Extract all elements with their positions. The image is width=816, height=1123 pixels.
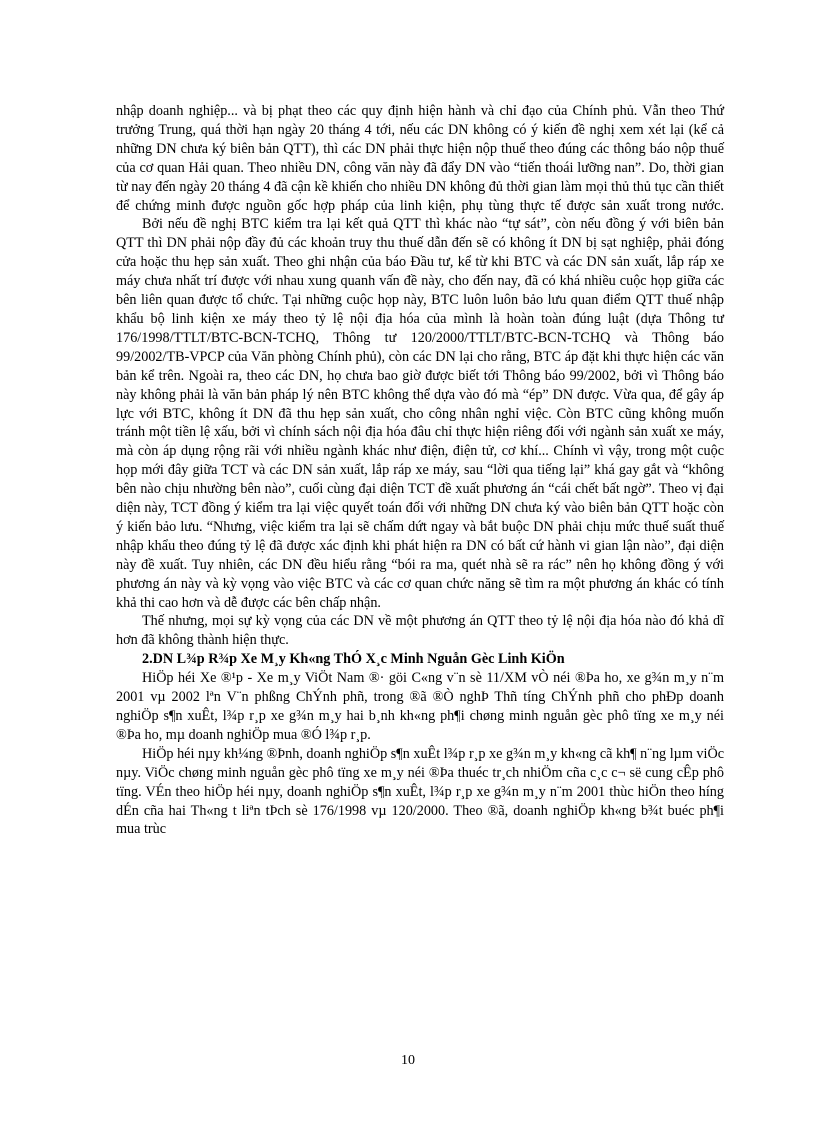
paragraph-conclusion: Thế nhưng, mọi sự kỳ vọng của các DN về một phương án QTT theo tỷ lệ nội địa hóa nào đó khả dĩ hơn đã không thành hiện thực. <box>116 613 724 649</box>
paragraph-intro: nhập doanh nghiệp... và bị phạt theo các quy định hiện hành và chỉ đạo của Chính phủ. Vẫn theo Thứ trưởng Trung, quá thời hạn ngày 20 tháng 4 tới, nếu các DN không có ý kiến đề nghị xem xét lại (kể cả những DN chưa ký biên bản QTT), thì các DN phải thực hiện nộp thuế theo đúng các thông báo nộp thuế của cơ quan Hải quan. Theo nhiều DN, công văn này đã đẩy DN vào “tiến thoái lưỡng nan”. Do, thời gian từ nay đến ngày 20 tháng 4 đã cận kề khiến cho nhiều DN không đủ thời gian làm mọi thủ thủ tục cần thiết để chứng minh được nguồn gốc hợp pháp của linh kiện, phụ tùng thực tế được sản xuất trong nước. <box>116 103 724 214</box>
section-heading: 2.DN L¾p R¾p Xe M¸y Kh«ng ThÓ X¸c Minh Nguån Gèc Linh KiÖn <box>142 651 565 668</box>
paragraph-btc-dispute: Bởi nếu đề nghị BTC kiểm tra lại kết quả QTT thì khác nào “tự sát”, còn nếu đồng ý với biên bản QTT thì DN phải nộp đầy đủ các khoản truy thu thuế dẫn đến sẽ có không ít DN bị sạt nghiệp, phải đóng cửa hoặc thu hẹp sản xuất. Theo ghi nhận của báo Đầu tư, kể từ khi BTC và các DN sản xuất, lắp ráp xe máy chưa nhất trí được với nhau xung quanh vấn đề này, cho đến nay, đã có khá nhiều cuộc họp giữa các bên liên quan được tổ chức. Tại những cuộc họp này, BTC luôn luôn bảo lưu quan điểm QTT thuế nhập khẩu bộ linh kiện xe máy theo tỷ lệ nội địa hóa của mình là hoàn toàn đúng luật (dựa Thông tư 176/1998/TTLT/BTC-BCN-TCHQ, Thông tư 120/2000/TTLT/BTC-BCN-TCHQ và Thông báo 99/2002/TB-VPCP của Văn phòng Chính phủ), còn các DN lại cho rằng, BTC áp đặt khi thực hiện các văn bản kể trên. Ngoài ra, theo các DN, họ chưa bao giờ được biết tới Thông báo 99/2002, bởi vì Thông báo này không phải là văn bản pháp lý nên BTC không thể dựa vào đó mà “ép” DN được. Vừa qua, để gây áp lực với BTC, không ít DN đã thu hẹp sản xuất, cho công nhân nghỉ việc. Còn BTC cũng không muốn tránh một tiền lệ xấu, bởi vì chính sách nội địa hóa đâu chỉ thực hiện riêng đối với ngành sản xuất xe máy, mà còn áp dụng rộng rãi với nhiều ngành khác như điện, điện tử, cơ khí... Chính vì vậy, trong một cuộc họp mới đây giữa TCT và các DN sản xuất, lắp ráp xe máy, sau “lời qua tiếng lại” khá gay gắt và “không bên nào chịu nhường bên nào”, cuối cùng đại diện TCT đề xuất phương án “cái chết bất ngờ”. Theo vị đại diện này, TCT đồng ý kiểm tra lại việc quyết toán đối với những DN chưa ký vào biên bản QTT hoặc còn ý kiến bảo lưu. “Nhưng, việc kiểm tra lại sẽ chấm dứt ngay và bắt buộc DN phải chịu mức thuế suất thuế nhập khẩu theo đúng tỷ lệ đã được xác định khi phát hiện ra DN có bất cứ hành vi gian lận nào”, đại diện này đề xuất. Tuy nhiên, các DN đều hiểu rằng “bói ra ma, quét nhà sẽ ra rác” nên họ không đồng ý với phương án này và kỳ vọng vào việc BTC và các cơ quan chức năng sẽ tìm ra một phương án khác có tính khả thi cao hơn và dễ được các bên chấp nhận. <box>116 216 724 611</box>
paragraph-association-letter: HiÖp héi Xe ®¹p - Xe m¸y ViÖt Nam ®· göi C«ng v¨n sè 11/XM vÒ néi ®Þa ho, xe g¾n m¸y n¨m 2001 vµ 2002 lªn V¨n phßng ChÝnh phñ, trong ®ã ®Ò nghÞ Thñ tíng ChÝnh phñ cho phÐp doanh nghiÖp s¶n xuÊt, l¾p r¸p xe g¾n m¸y hai b¸nh kh«ng ph¶i chøng minh nguån gèc phô tïng xe m¸y néi ®Þa ho, mµ doanh nghiÖp mua ®Ó l¾p r¸p. <box>116 670 724 743</box>
page-body <box>116 102 724 839</box>
paragraph-association-claim: HiÖp héi nµy kh¼ng ®Þnh, doanh nghiÖp s¶n xuÊt l¾p r¸p xe g¾n m¸y kh«ng cã kh¶ n¨ng lµm viÖc nµy. ViÖc chøng minh nguån gèc phô tïng xe m¸y néi ®Þa thuéc tr¸ch nhiÖm cña c¸c c¬ së cung cÊp phô tïng. VÉn theo hiÖp héi nµy, doanh nghiÖp s¶n xuÊt, l¾p r¸p xe g¾n m¸y n¨m 2001 thùc hiÖn theo híng dÉn cña hai Th«ng t liªn tÞch sè 176/1998 vµ 120/2000. Theo ®ã, doanh nghiÖp kh«ng b¾t buéc ph¶i mua trùc <box>116 745 724 838</box>
page-number: 10 <box>401 1053 415 1068</box>
